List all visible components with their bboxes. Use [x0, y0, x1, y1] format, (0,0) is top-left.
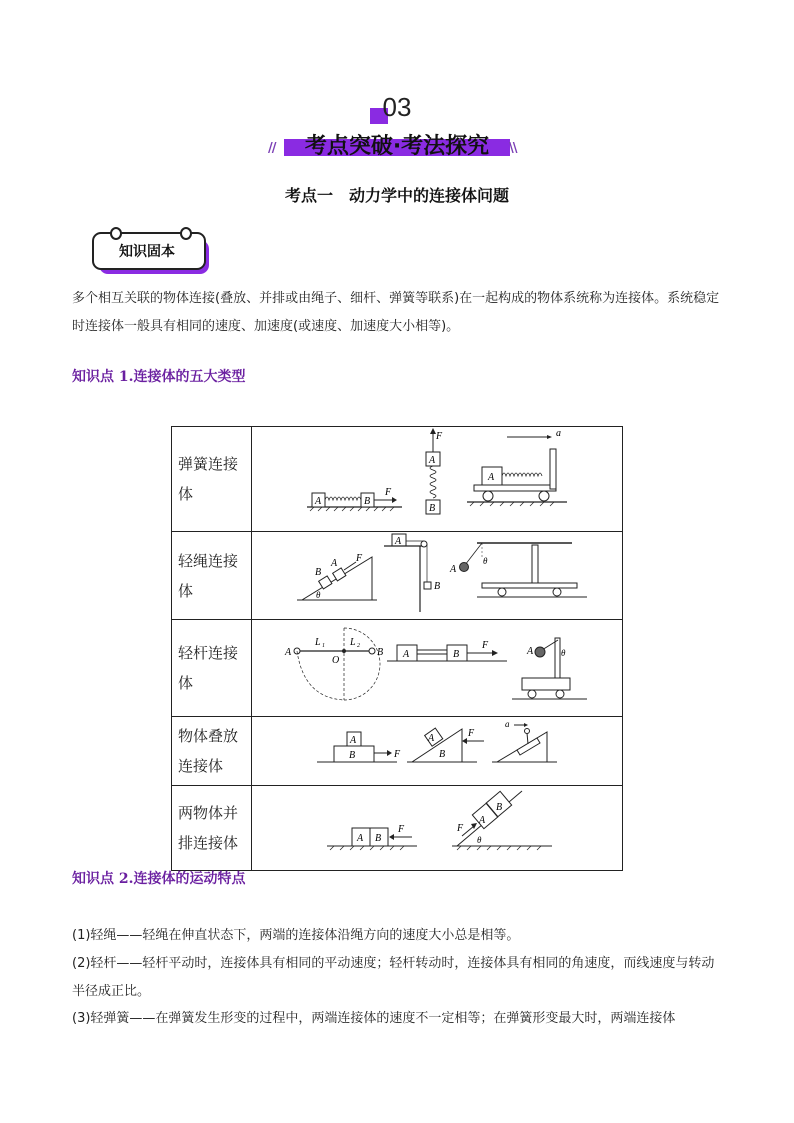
connection-types-table	[171, 426, 623, 871]
svg-text:F: F	[356, 553, 363, 564]
svg-text:O: O	[332, 655, 340, 666]
spring-figure	[252, 427, 623, 532]
row-label: 物体叠放连接体	[172, 717, 252, 786]
svg-text:A: A	[331, 558, 338, 569]
svg-text:B: B	[375, 833, 382, 844]
knowledge-point-1-title: 知识点 1.连接体的五大类型	[72, 369, 246, 385]
svg-text:B: B	[439, 749, 446, 760]
svg-text:B: B	[377, 647, 384, 658]
stacked-figure	[252, 717, 623, 786]
side-by-side-figure	[252, 786, 623, 871]
intro-paragraph: 多个相互关联的物体连接(叠放、并排或由绳子、细杆、弹簧等联系)在一起构成的物体系统称为连接体。系统稳定时连接体一般具有相同的速度、加速度(或速度、加速度大小相等)。	[72, 291, 720, 334]
rope-figure	[252, 532, 623, 620]
point-spring: (3)轻弹簧——在弹簧发生形变的过程中，两端连接体的速度不一定相等；在弹簧形变最大时，两端连接体	[72, 1011, 676, 1026]
svg-text:A: A	[488, 472, 495, 483]
row-label: 弹簧连接体	[172, 427, 252, 532]
point-rope: (1)轻绳——轻绳在伸直状态下，两端的连接体沿绳方向的速度大小总是相等。	[72, 928, 520, 943]
svg-text:θ: θ	[483, 556, 488, 566]
svg-text:A: A	[429, 455, 436, 466]
svg-text:B: B	[429, 503, 436, 514]
table-row	[172, 620, 623, 717]
svg-text:a: a	[556, 428, 561, 439]
rod-figure	[252, 620, 623, 717]
svg-text:B: B	[315, 567, 322, 578]
row-label: 两物体并排连接体	[172, 786, 252, 871]
svg-text:a: a	[505, 719, 510, 729]
section-title: 考点突破·考法探究	[304, 134, 490, 159]
svg-text:θ: θ	[316, 590, 321, 600]
svg-text:A: A	[285, 647, 292, 658]
table-row	[172, 532, 623, 620]
svg-text:A: A	[395, 536, 402, 547]
section-number: 03	[382, 92, 412, 122]
table-row	[172, 786, 623, 871]
svg-text:F: F	[468, 728, 475, 739]
tag-ring-icon	[180, 227, 192, 240]
svg-text:F: F	[457, 823, 464, 834]
tag-label: 知识固本	[119, 244, 175, 260]
table-row	[172, 427, 623, 532]
svg-text:1: 1	[322, 643, 325, 649]
svg-text:F: F	[436, 431, 443, 442]
slash-decoration-left: //	[268, 141, 276, 156]
svg-text:B: B	[349, 750, 356, 761]
point-rod: (2)轻杆——轻杆平动时，连接体具有相同的平动速度；轻杆转动时，连接体具有相同的角速度，而线速度与转动半径成正比。	[72, 956, 715, 999]
row-label: 轻杆连接体	[172, 620, 252, 717]
svg-text:A: A	[450, 564, 457, 575]
svg-text:A: A	[428, 733, 435, 744]
svg-text:L: L	[315, 637, 321, 648]
svg-text:L: L	[350, 637, 356, 648]
svg-text:B: B	[434, 581, 441, 592]
svg-text:F: F	[482, 640, 489, 651]
svg-text:B: B	[453, 649, 460, 660]
knowledge-point-2-title: 知识点 2.连接体的运动特点	[72, 871, 246, 887]
row-label: 轻绳连接体	[172, 532, 252, 620]
label-A: A	[315, 496, 322, 507]
svg-text:B: B	[364, 496, 371, 507]
svg-text:A: A	[479, 815, 486, 826]
svg-text:θ: θ	[477, 835, 482, 845]
svg-text:A: A	[527, 646, 534, 657]
svg-text:2: 2	[357, 643, 360, 649]
svg-text:A: A	[357, 833, 364, 844]
svg-text:F: F	[385, 487, 392, 498]
svg-text:F: F	[398, 824, 405, 835]
table-row	[172, 717, 623, 786]
svg-text:A: A	[350, 735, 357, 746]
svg-text:F: F	[394, 749, 401, 760]
svg-text:A: A	[403, 649, 410, 660]
tag-ring-icon	[110, 227, 122, 240]
slash-decoration-right: \\	[509, 141, 517, 156]
topic-title: 考点一 动力学中的连接体问题	[284, 186, 509, 205]
svg-text:B: B	[496, 802, 503, 813]
svg-text:θ: θ	[561, 648, 566, 658]
